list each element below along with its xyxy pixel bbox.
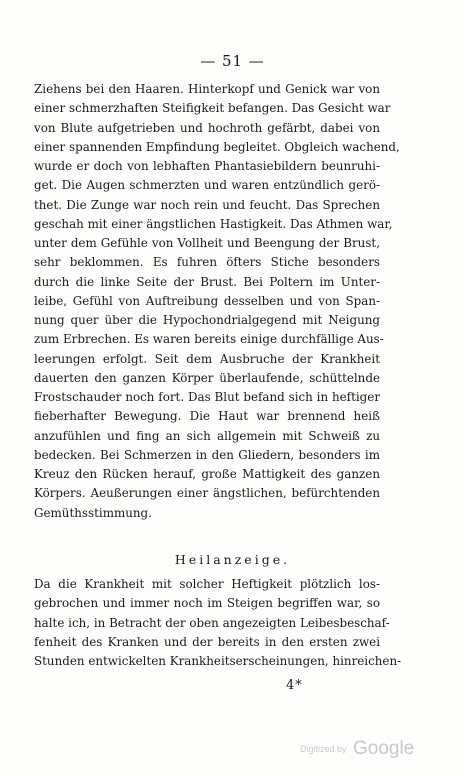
text-line: anzufühlen und fing an sich allgemein mit Schweiß zu [34, 428, 380, 443]
text-line: einer schmerzhaften Steifigkeit befangen. Das Gesicht war [34, 101, 391, 116]
text-line: fenheit des Kranken und der bereits in den ersten zwei [34, 634, 380, 649]
text-line: sehr beklommen. Es fuhren öfters Stiche besonders [34, 255, 380, 270]
text-line: dauerten den ganzen Körper überlaufende, schüttelnde [34, 370, 380, 385]
text-line: Stunden entwickelten Krankheitserscheinungen, hinreichen- [34, 654, 402, 668]
watermark-brand: Google [352, 738, 415, 759]
text-line: leibe, Gefühl von Auftreibung desselben und von Span- [34, 293, 380, 308]
text-line: Körpers. Aeußerungen einer ängstlichen, befürchtenden [34, 486, 380, 501]
text-line: Ziehens bei den Haaren. Hinterkopf und Genick war von [34, 82, 380, 96]
watermark-prefix: Digitized by [300, 744, 347, 754]
paragraph-symptoms [34, 80, 400, 523]
text-line: unter dem Gefühle von Vollheit und Beengung der Brust, [34, 236, 380, 250]
text-line: geschah mit einer ängstlichen Hastigkeit. Das Athmen war, [34, 216, 393, 231]
page-number: — 51 — [200, 52, 265, 70]
text-line: bedecken. Bei Schmerzen in den Gliedern, besonders im [34, 447, 380, 462]
text-line: nung quer über die Hypochondrialgegend mit Neigung [34, 313, 380, 327]
text-line: gebrochen und immer noch im Steigen begriffen war, so [34, 596, 380, 611]
text-line: einer spannenden Empfindung begleitet. Obgleich wachend, [34, 139, 400, 154]
signature-mark: 4* [286, 678, 303, 693]
text-line: get. Die Augen schmerzten und waren entzündlich gerö- [34, 178, 380, 193]
text-line: halte ich, in Betracht der oben angezeigten Leibesbeschaf- [34, 615, 390, 630]
paragraph-indication [34, 575, 402, 671]
text-line: Kreuz den Rücken herauf, große Mattigkeit des ganzen [34, 467, 380, 481]
section-heading: Heilanzeige. [174, 552, 291, 567]
text-line: Frostschauder noch fort. Das Blut befand sich in heftiger [34, 390, 380, 404]
digitized-watermark [300, 738, 414, 760]
text-line: Da die Krankheit mit solcher Heftigkeit plötzlich los- [34, 577, 380, 591]
text-line: durch die linke Seite der Brust. Bei Poltern im Unter- [34, 274, 380, 289]
text-line: fieberhafter Bewegung. Die Haut war brennend heiß [34, 409, 380, 424]
text-line: Gemüthsstimmung. [34, 505, 152, 520]
text-line: leerungen erfolgt. Seit dem Ausbruche der Krankheit [34, 351, 380, 366]
text-line: zum Erbrechen. Es waren bereits einige durchfällige Aus- [34, 332, 384, 347]
text-line: thet. Die Zunge war noch rein und feucht. Das Sprechen [34, 197, 380, 212]
text-line: wurde er doch von lebhaften Phantasiebildern beunruhi- [34, 159, 380, 173]
text-line: von Blute aufgetrieben und hochroth gefärbt, dabei von [34, 120, 380, 135]
